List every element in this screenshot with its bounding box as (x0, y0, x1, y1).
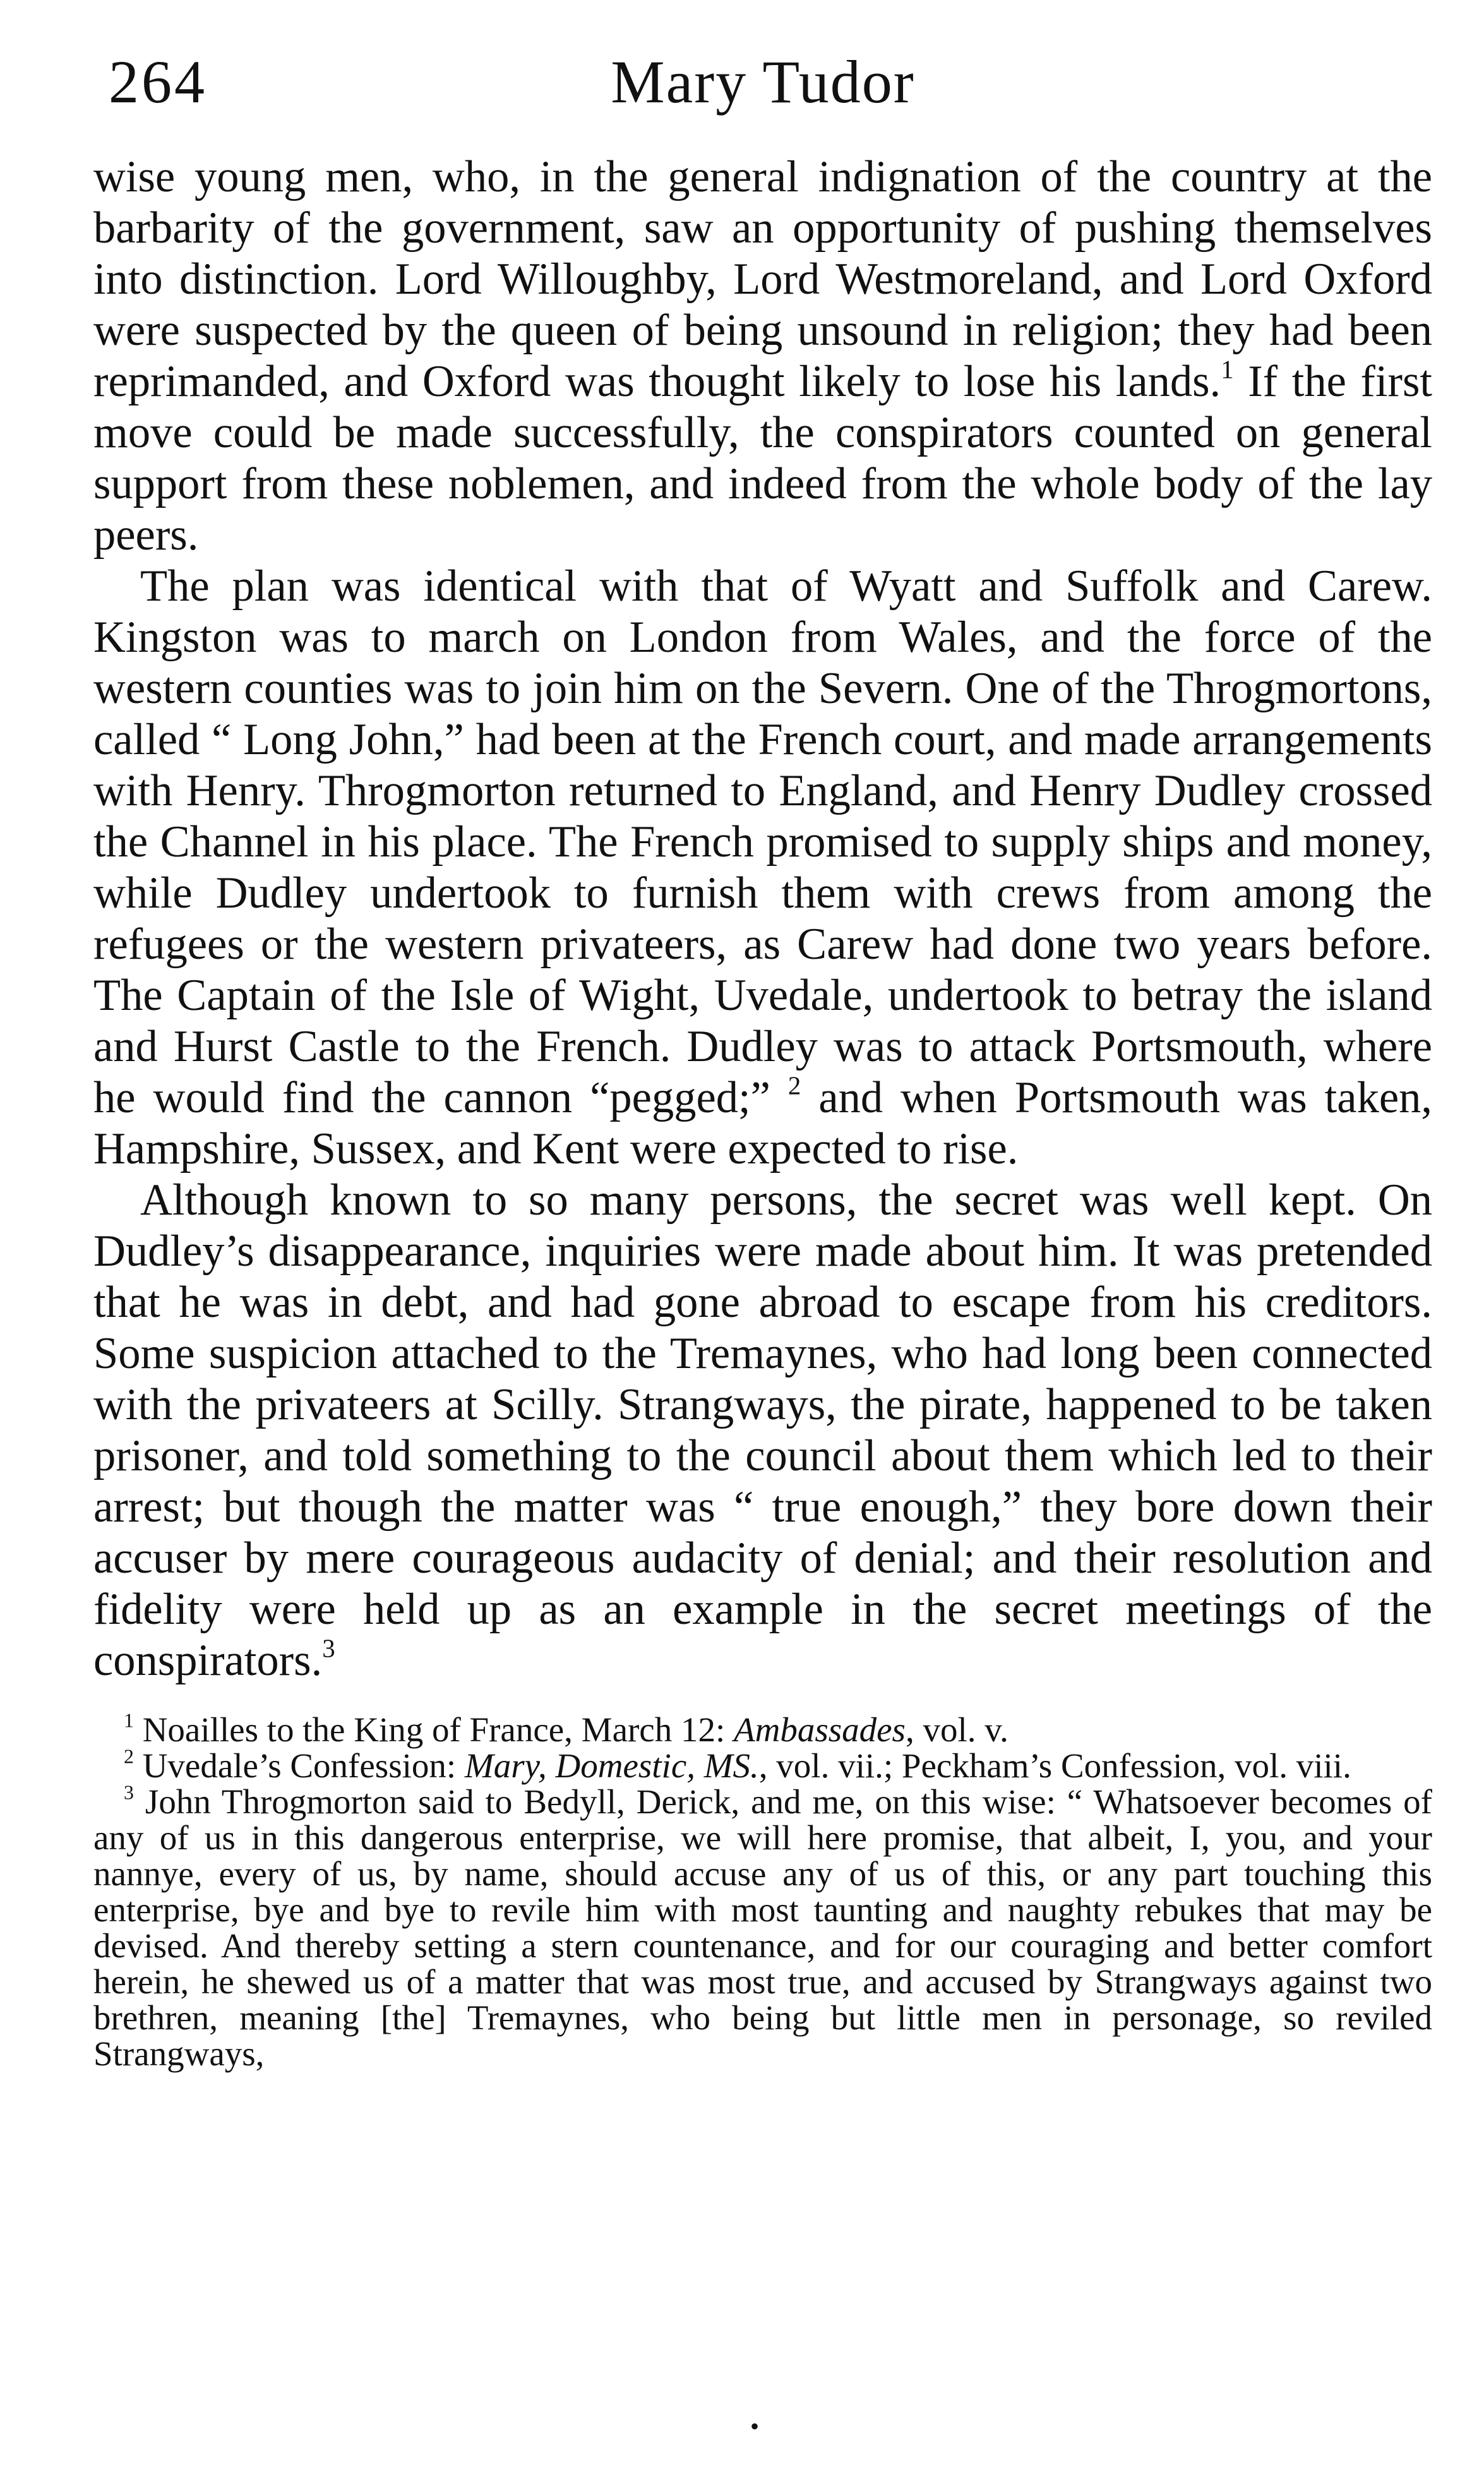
footnote-ref: 2 (787, 1071, 801, 1100)
footnote-ref: 1 (1221, 355, 1234, 384)
footnote-marker: 1 (124, 1709, 134, 1732)
footnote-italic: Mary, Domestic, MS. (464, 1746, 759, 1785)
footnote: $^2$ Uvedale’s Confession: Mary, Domestic, MS., vol. vii.; Peckham’s Confession, vol. viii. (124, 1745, 1351, 1785)
footnote: $^1$ Noailles to the King of France, March 12: Ambassades, vol. v. (124, 1709, 1008, 1749)
page-header (93, 44, 1432, 152)
footnote-italic: Ambassades (734, 1710, 906, 1749)
footnote-ref: 3 (322, 1634, 335, 1663)
book-page (93, 44, 1432, 2072)
paragraph-text: Although known to so many persons, the secret was well kept. On Dudley’s disappearance, inquiries were made about him. It was pretended that he was in debt, and had gone abroad to escape from his creditors. Some suspicion attached to the Tremaynes, who had long been connected with the privateers at Scilly. Strangways, the pirate, happened to be taken prisoner, and told something to the council about them which led to their arrest; but though the matter was “ true enough,” they bore down their accuser by mere courageous audacity of denial; and their resolution and fidelity were held up as an example in the secret meetings of the conspirators. (93, 1175, 1432, 1685)
paragraph-text: and when Portsmouth was taken, Hampshire, Sussex, and Kent were expected to rise. (93, 1073, 1432, 1173)
footnote-marker: 2 (124, 1745, 134, 1768)
paragraph (93, 152, 1432, 561)
footnote: $^3$ John Throgmorton said to Bedyll, Derick, and me, on this wise: “ Whatsoever becomes of any of us in this dangerous enterprise, we will here promise, that albeit, I, you, and your nannye, every of us, by name, should accuse any of us of this, or any part touching this enterprise, bye and bye to revile him with most taunting and naughty rebukes that may be devised. And thereby setting a stern countenance, and for our couraging and better comfort herein, he shewed us of a matter that was most true, and accused by Strangways against two brethren, meaning [the] Tremaynes, who being but little men in personage, so reviled Strangways, (93, 1781, 1432, 2073)
page-number: 264 (109, 48, 207, 116)
paragraph-text: The plan was identical with that of Wyatt and Suffolk and Carew. Kingston was to march on London from Wales, and the force of the western counties was to join him on the Severn. One of the Throgmortons, called “ Long John,” had been at the French court, and made arrangements with Henry. Throgmorton returned to England, and Henry Dudley crossed the Channel in his place. The French promised to supply ships and money, while Dudley undertook to furnish them with crews from among the refugees or the western privateers, as Carew had done two years before. The Captain of the Isle of Wight, Uvedale, undertook to betray the island and Hurst Castle to the French. Dudley was to attack Portsmouth, where he would find the cannon “pegged;” (93, 561, 1432, 1122)
body-text (93, 152, 1432, 1686)
footnote-marker: 3 (124, 1781, 134, 1804)
paragraph-text: wise young men, who, in the general indignation of the country at the barbarity of the government, saw an opportunity of pushing themselves into distinction. Lord Willoughby, Lord Westmoreland, and Lord Oxford were suspected by the queen of being unsound in religion; they had been reprimanded, and Oxford was thought likely to lose his lands. (93, 152, 1432, 406)
paragraph-text: If the first move could be made successfully, the conspirators counted on general support from these noblemen, and indeed from the whole body of the lay peers. (93, 357, 1432, 560)
signature-mark: • (750, 2412, 760, 2440)
footnotes (93, 1709, 1432, 2073)
running-title: Mary Tudor (611, 48, 915, 116)
paragraph (93, 1175, 1432, 1686)
paragraph (93, 561, 1432, 1175)
